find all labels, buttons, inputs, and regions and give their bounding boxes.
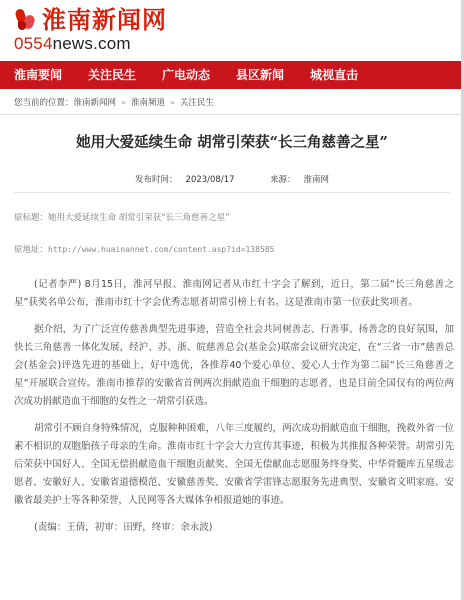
breadcrumb-item-home[interactable]: 淮南新闻网: [73, 98, 117, 108]
domain-name: news.com: [52, 34, 131, 53]
logo-text: 淮南新闻网: [42, 6, 167, 34]
article-title: 她用大爱延续生命 胡常引荣获“长三角慈善之星”: [76, 134, 388, 151]
breadcrumb-divider: [0, 114, 464, 115]
nav-item-county-news[interactable]: 县区新闻: [236, 68, 285, 82]
original-title-line: [14, 211, 230, 223]
nav-item-city-video[interactable]: 城视直击: [310, 68, 359, 82]
article-meta: [0, 173, 464, 185]
published-date: 2023/08/17: [185, 175, 235, 185]
breadcrumb-separator-icon: »: [121, 97, 126, 107]
article-editors: (责编：王倩，初审：田野，终审：余永波): [34, 522, 213, 533]
logo-domain: [14, 34, 131, 54]
site-logo[interactable]: [14, 6, 167, 34]
original-title-label: 原标题：: [14, 213, 49, 223]
published-label: 发布时间：: [135, 175, 178, 185]
breadcrumb-prefix: 您当前的位置：: [14, 98, 74, 108]
domain-number: 0554: [14, 34, 53, 53]
original-url-line: [14, 243, 274, 255]
meta-divider: [14, 192, 450, 193]
original-title: 她用大爱延续生命 胡常引荣获“长三角慈善之星”: [48, 213, 230, 223]
site-header: [0, 0, 464, 55]
nav-item-huainan-news[interactable]: 淮南要闻: [14, 68, 63, 82]
article-body: [14, 276, 454, 546]
article-paragraph: 胡常引不顾自身特殊情况，克服种种困难，八年三度履约，两次成功捐献造血干细胞，挽救外省一位素不相识的双胞胎孩子母亲的生命。淮南市红十字会大力宣传其事迹，积极为其推报各种荣誉。胡常引先后荣获中国好人、全国无偿捐献造血干细胞贡献奖、全国无偿献血志愿服务终身奖、中华骨髓库五星级志愿者、安徽好人、安徽省道德模范、安徽慈善奖、安徽省学雷锋志愿服务先进典型、安徽省文明家庭、安徽省最美护士等各种荣誉，人民网等各大媒体争相报道她的事迹。: [14, 423, 454, 506]
logo-mark-icon: [14, 9, 36, 31]
nav-item-livelihood[interactable]: 关注民生: [88, 68, 137, 82]
breadcrumb: [14, 96, 214, 108]
source-value: 淮南网: [303, 175, 329, 185]
breadcrumb-item-section[interactable]: 关注民生: [179, 98, 214, 108]
original-url-label: 原地址：: [14, 245, 49, 255]
original-url-link[interactable]: http://www.huainannet.com/content.asp?id=138585: [48, 245, 275, 254]
article-paragraph: 据介绍，为了广泛宣传慈善典型先进事迹，营造全社会共同树善志、行善事、扬善念的良好氛围，加快长三角慈善一体化发展，经沪、苏、浙、皖慈善总会(基金会)联席会议研究决定，在“三省一市”慈善总会(基金会)评选先进的基础上，好中选优，各推荐40个爱心单位、爱心人士作为第二届“长三角慈善之星”开展联合宣传。淮南市推荐的安徽省首例两次捐献造血干细胞的志愿者，也是目前全国仅有的两位两次成功捐献造血干细胞的女性之一胡常引获选。: [14, 324, 454, 407]
breadcrumb-separator-icon: »: [169, 97, 175, 107]
nav-item-broadcast[interactable]: 广电动态: [162, 68, 211, 82]
breadcrumb-item-channel[interactable]: 淮南频道: [130, 98, 165, 108]
main-nav: [0, 61, 464, 89]
article-paragraph: (记者李严) 8月15日，淮河早报、淮南网记者从市红十字会了解到，近日，第二届“长三角慈善之星”获奖名单公布，淮南市红十字会优秀志愿者胡常引榜上有名。这是淮南市第一位获此奖项者。: [14, 279, 454, 308]
source-label: 来源：: [269, 175, 296, 185]
